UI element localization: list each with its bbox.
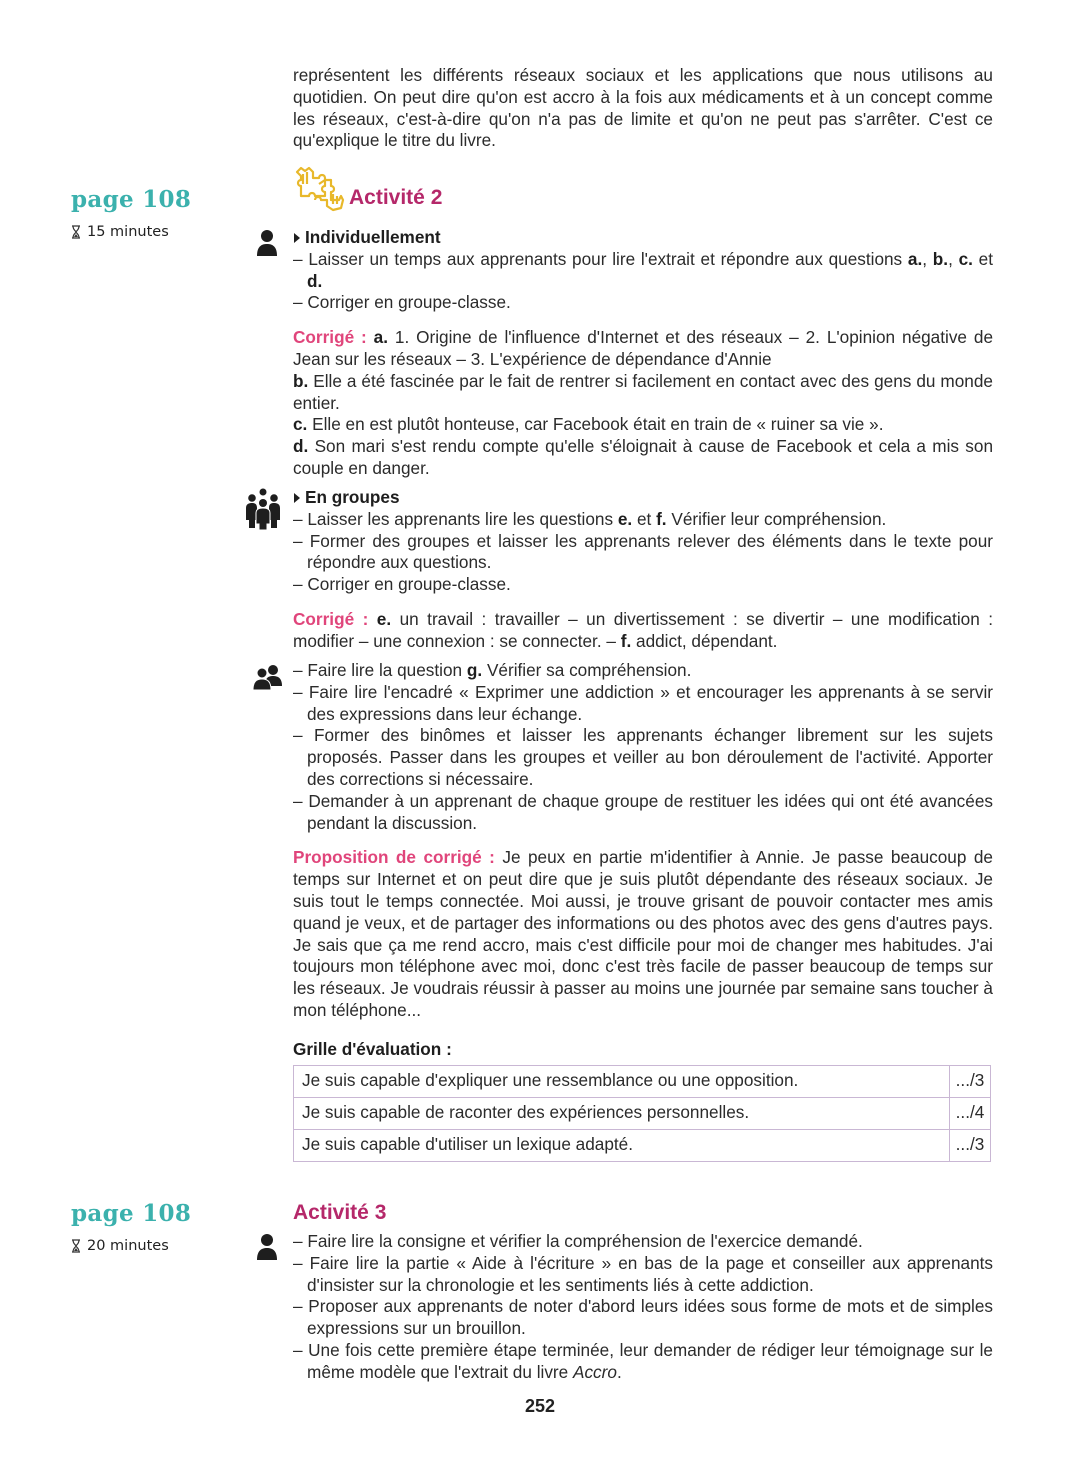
table-row bbox=[294, 1129, 991, 1161]
score-cell: .../4 bbox=[950, 1097, 991, 1129]
group-icon bbox=[246, 488, 280, 530]
corrige-block-2: Corrigé : e. un travail : travailler – un divertissement : se divertir – une modification : modifier – une connexion : se connecter. – f. addict, dépendant. bbox=[293, 608, 993, 651]
activity-3-section bbox=[293, 1231, 993, 1384]
hourglass-icon bbox=[71, 1239, 81, 1253]
list-item: – Proposer aux apprenants de noter d'abord leurs idées sous forme de mots et de simples expressions sur un brouillon. bbox=[293, 1296, 993, 1340]
score-cell: .../3 bbox=[950, 1129, 991, 1161]
proposition-block bbox=[293, 847, 993, 1021]
individual-heading-text: Individuellement bbox=[305, 227, 441, 247]
book-title: Accro bbox=[573, 1361, 617, 1382]
person-icon bbox=[256, 1233, 278, 1261]
triangle-bullet-icon bbox=[294, 493, 300, 503]
corrige-label: Corrigé : bbox=[293, 608, 369, 629]
list-item: – Laisser un temps aux apprenants pour lire l'extrait et répondre aux questions a., b., c. et d. bbox=[293, 249, 993, 293]
score-cell: .../3 bbox=[950, 1065, 991, 1097]
individual-heading bbox=[293, 227, 993, 249]
table-row bbox=[294, 1097, 991, 1129]
triangle-bullet-icon bbox=[294, 233, 300, 243]
intro-paragraph bbox=[293, 65, 993, 152]
individual-section bbox=[293, 227, 993, 480]
page-reference: page 108 bbox=[71, 1200, 192, 1227]
list-item: – Faire lire la consigne et vérifier la compréhension de l'exercice demandé. bbox=[293, 1231, 993, 1253]
grid-title: Grille d'évaluation : bbox=[293, 1039, 452, 1059]
pair-icon bbox=[253, 664, 283, 690]
list-item: – Corriger en groupe-classe. bbox=[293, 292, 993, 314]
list-item: – Une fois cette première étape terminée, leur demander de rédiger leur témoignage sur le même modèle que l'extrait du livre Accro. bbox=[293, 1340, 993, 1384]
corrige-label: Corrigé : bbox=[293, 327, 367, 348]
duration-text: 15 minutes bbox=[87, 224, 169, 240]
criterion-cell: Je suis capable d'utiliser un lexique adapté. bbox=[294, 1129, 950, 1161]
list-item: – Laisser les apprenants lire les questions e. et f. Vérifier leur compréhension. bbox=[293, 509, 993, 531]
list-item: – Faire lire la question g. Vérifier sa compréhension. bbox=[293, 660, 993, 682]
list-item: – Former des binômes et laisser les apprenants échanger librement sur les sujets proposés. Passer dans les groupes et veiller au bon déroulement de l'activité. Apporter des corrections si nécessaire. bbox=[293, 725, 993, 790]
duration bbox=[71, 224, 169, 240]
duration-text: 20 minutes bbox=[87, 1238, 169, 1254]
proposition-label: Proposition de corrigé : bbox=[293, 847, 495, 868]
groups-heading bbox=[293, 487, 993, 509]
list-item: – Demander à un apprenant de chaque groupe de restituer les idées qui ont été avancées pendant la discussion. bbox=[293, 791, 993, 835]
groups-section bbox=[293, 487, 993, 653]
individual-steps bbox=[293, 249, 993, 314]
groups-steps bbox=[293, 509, 993, 596]
page-number bbox=[0, 1396, 1080, 1417]
pairs-section bbox=[293, 660, 993, 1022]
table-row bbox=[294, 1065, 991, 1097]
corrige-block-1: Corrigé : a. 1. Origine de l'influence d'Internet et des réseaux – 2. L'opinion négative de Jean sur les réseaux – 3. L'expérience de dépendance d'Annie b. Elle a été fascinée par le fait de rentrer si facilement en contact avec des gens du monde entier. c. Elle en est plutôt honteuse, car Facebook était en train de « ruiner sa vie ». d. Son mari s'est rendu compte qu'elle s'éloignait à cause de Facebook et cela a mis son couple en danger. bbox=[293, 327, 994, 478]
list-item: – Faire lire la partie « Aide à l'écriture » en bas de la page et conseiller aux apprenants d'insister sur la chronologie et les sentiments liés à cette addiction. bbox=[293, 1253, 993, 1297]
proposition-text: Je peux en partie m'identifier à Annie. Je passe beaucoup de temps sur Internet et on peut dire que je suis plutôt dépendante des réseaux sociaux. Je suis tout le temps connectée. Moi aussi, je trouve grisant de pouvoir contacter mes amis quand je veux, et de partager des informations ou des photos avec des gens d'autres pays. Je sais que ça me rend accro, mais c'est difficile pour moi de changer mes habitudes. J'ai toujours mon téléphone avec moi, donc c'est très facile de passer beaucoup de temps sur les réseaux. Je voudrais réussir à passer au moins une journée par semaine sans toucher à mon téléphone... bbox=[293, 847, 993, 1020]
list-item: – Faire lire l'encadré « Exprimer une addiction » et encourager les apprenants à se servir des expressions dans leur échange. bbox=[293, 682, 993, 726]
hourglass-icon bbox=[71, 225, 81, 239]
criterion-cell: Je suis capable de raconter des expériences personnelles. bbox=[294, 1097, 950, 1129]
evaluation-table bbox=[293, 1065, 991, 1162]
groups-heading-text: En groupes bbox=[305, 487, 400, 507]
page-reference: page 108 bbox=[71, 186, 192, 213]
page-number-text: 252 bbox=[524, 1396, 556, 1416]
activity-3-steps bbox=[293, 1231, 993, 1384]
duration bbox=[71, 1238, 169, 1254]
list-item: – Corriger en groupe-classe. bbox=[293, 574, 993, 596]
activity-3-title: Activité 3 bbox=[293, 1201, 387, 1224]
person-icon bbox=[256, 229, 278, 257]
list-item: – Former des groupes et laisser les apprenants relever des éléments dans le texte pour répondre aux questions. bbox=[293, 531, 993, 575]
activity-2-title: Activité 2 bbox=[349, 186, 443, 209]
evaluation-grid bbox=[293, 1039, 993, 1162]
pairs-steps bbox=[293, 660, 993, 834]
criterion-cell: Je suis capable d'expliquer une ressemblance ou une opposition. bbox=[294, 1065, 950, 1097]
intro-text: représentent les différents réseaux sociaux et les applications que nous utilisons au quotidien. On peut dire qu'on est accro à la fois aux médicaments et à un concept comme les réseaux, c'est-à-dire qu'on n'a pas de limite et qu'on ne peut pas s'arrêter. C'est ce qu'explique le titre du livre. bbox=[293, 65, 993, 151]
puzzle-hands-icon bbox=[293, 166, 345, 212]
